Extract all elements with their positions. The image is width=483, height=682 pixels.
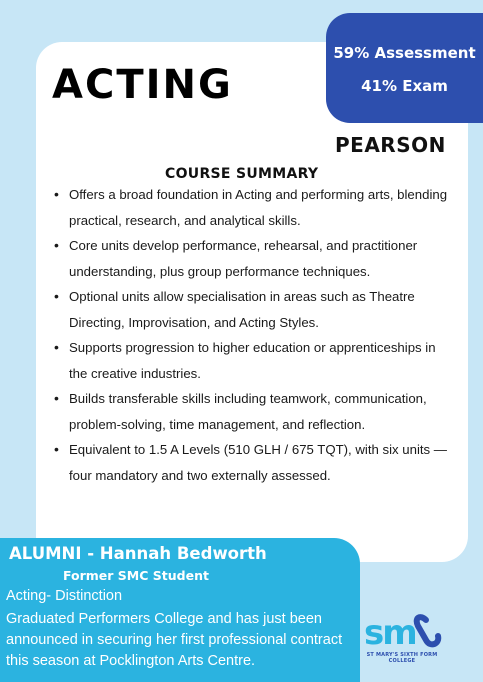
alumni-story: Graduated Performers College and has just been announced in securing her first professional contract this season at Pocklington Arts Centre.: [6, 611, 343, 669]
list-item: • Builds transferable skills including teamwork, communication, problem-solving, time management, and reflection.: [52, 386, 448, 437]
exam-board: PEARSON: [335, 133, 446, 157]
smc-logo-mark: [360, 610, 444, 654]
course-summary-heading: COURSE SUMMARY: [165, 166, 319, 182]
alumni-heading: ALUMNI - Hannah Bedworth: [9, 544, 267, 563]
alumni-subheading: Former SMC Student: [63, 568, 209, 583]
assessment-percentage: 59% Assessment: [333, 44, 476, 62]
assessment-badge: [326, 13, 483, 123]
college-logo: [360, 610, 444, 670]
list-item: • Supports progression to higher education or apprenticeships in the creative industries.: [52, 335, 448, 386]
list-item: • Core units develop performance, rehearsal, and practitioner understanding, plus group performance techniques.: [52, 233, 448, 284]
list-item: • Equivalent to 1.5 A Levels (510 GLH / 675 TQT), with six units — four mandatory and two externally assessed.: [52, 437, 448, 488]
alumni-result: Acting- Distinction: [6, 588, 123, 604]
logo-tagline: ST MARY'S SIXTH FORM COLLEGE: [366, 652, 438, 664]
page-title: ACTING: [52, 62, 233, 108]
list-item: • Offers a broad foundation in Acting and performing arts, blending practical, research, and analytical skills.: [52, 182, 448, 233]
exam-percentage: 41% Exam: [361, 77, 448, 95]
alumni-panel: [0, 538, 360, 682]
svg-text:sm: sm: [364, 613, 416, 653]
course-summary-list: [52, 182, 448, 488]
list-item: • Optional units allow specialisation in areas such as Theatre Directing, Improvisation, and Acting Styles.: [52, 284, 448, 335]
